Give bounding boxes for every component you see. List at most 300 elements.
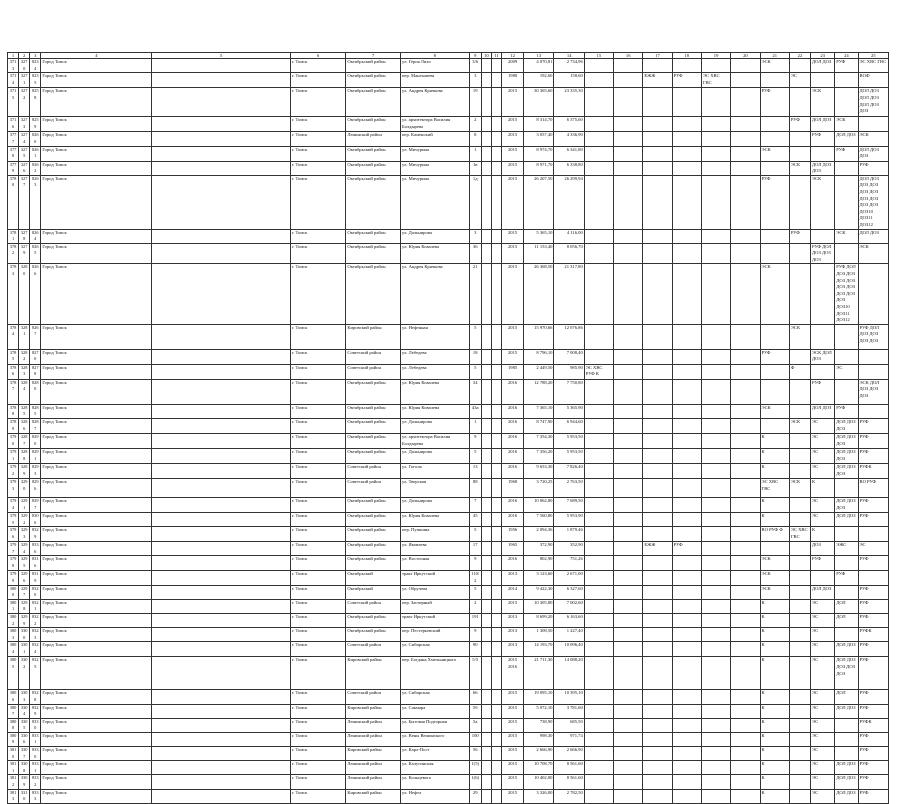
- table-cell-col-6: г. Томск: [290, 229, 346, 243]
- table-cell-col-5: [152, 527, 290, 542]
- table-cell-col-20: [731, 498, 760, 513]
- table-cell-col-19: [701, 117, 730, 132]
- table-cell-col-10: [481, 379, 491, 404]
- table-cell-col-10: [481, 434, 491, 449]
- table-cell-col-21: К: [760, 704, 789, 718]
- table-cell-col-2: 3286: [19, 419, 30, 434]
- table-cell-col-25: ДОЛ ДОЗ: [858, 229, 888, 243]
- table-cell-col-8: ул. архитектора Василия Болдырева: [400, 117, 469, 132]
- table-cell-col-4: Город Томск: [41, 449, 152, 464]
- table-cell-col-4: Город Томск: [41, 229, 152, 243]
- table-cell-col-15: [584, 657, 613, 690]
- table-cell-col-23: ДОЛ ДОЗ: [811, 117, 835, 132]
- table-cell-col-25: РУФ: [858, 513, 888, 527]
- table-cell-col-10: [481, 349, 491, 364]
- table-cell-col-1: 3797: [8, 542, 19, 556]
- table-cell-col-12: 2016: [501, 498, 523, 513]
- table-cell-col-9: 5: [469, 527, 481, 542]
- table-cell-col-23: РУФ: [811, 379, 835, 404]
- table-cell-col-11: [491, 117, 501, 132]
- table-cell-col-16: [614, 464, 643, 479]
- table-cell-col-9: 45: [469, 513, 481, 527]
- table-cell-col-3: 8259: [30, 117, 41, 132]
- table-cell-col-12: 2015: [501, 132, 523, 146]
- table-cell-col-16: [614, 556, 643, 571]
- table-cell-col-18: [672, 704, 701, 718]
- table-cell-col-13: 5 365,10: [524, 229, 554, 243]
- table-cell-col-6: г. Томск: [290, 434, 346, 449]
- table-cell-col-7: Октябрьский район: [346, 527, 401, 542]
- table-cell-col-25: РУФ: [858, 657, 888, 690]
- table-cell-col-2: 3289: [19, 464, 30, 479]
- table-cell-col-9: 1(5): [469, 761, 481, 775]
- table-cell-col-23: ЭС: [811, 690, 835, 704]
- table-cell-col-1: 3713: [8, 59, 19, 73]
- table-row: [8, 761, 889, 775]
- table-cell-col-23: ЭС: [811, 789, 835, 803]
- table-cell-col-17: ЕЖЖ: [643, 542, 672, 556]
- table-cell-col-6: г. Томск: [290, 161, 346, 175]
- table-cell-col-24: ДОЛ ДОЗ: [835, 704, 858, 718]
- table-cell-col-7: Советский район: [346, 464, 401, 479]
- table-cell-col-23: ЭС: [811, 657, 835, 690]
- table-cell-col-25: РУФ: [858, 690, 888, 704]
- table-cell-col-20: [731, 88, 760, 117]
- table-cell-col-4: Город Томск: [41, 117, 152, 132]
- table-cell-col-7: Ленинский район: [346, 132, 401, 146]
- table-cell-col-25: РУФ: [858, 704, 888, 718]
- table-cell-col-8: ул. Андрея Крячкова: [400, 88, 469, 117]
- table-cell-col-4: Город Томск: [41, 775, 152, 789]
- table-row: [8, 364, 889, 379]
- table-cell-col-20: [731, 613, 760, 627]
- table-cell-col-22: [789, 775, 810, 789]
- table-cell-col-12: 1968: [501, 479, 523, 498]
- table-cell-col-1: 3714: [8, 73, 19, 88]
- table-cell-col-13: 7 354,30: [524, 434, 554, 449]
- table-cell-col-14: 5 953,90: [554, 513, 584, 527]
- table-cell-col-11: [491, 161, 501, 175]
- table-cell-col-18: [672, 464, 701, 479]
- table-cell-col-15: [584, 434, 613, 449]
- table-cell-col-15: [584, 73, 613, 88]
- table-cell-col-14: 8 056,70: [554, 243, 584, 264]
- column-number-header: 1: [8, 53, 19, 59]
- table-cell-col-15: [584, 324, 613, 349]
- table-cell-col-10: [481, 243, 491, 264]
- table-cell-col-14: 971,74: [554, 732, 584, 746]
- table-cell-col-15: [584, 449, 613, 464]
- table-cell-col-1: 3805: [8, 657, 19, 690]
- table-cell-col-11: [491, 704, 501, 718]
- table-cell-col-2: 3307: [19, 747, 30, 761]
- table-cell-col-18: [672, 498, 701, 513]
- table-cell-col-14: 14 088,20: [554, 657, 584, 690]
- table-cell-col-3: 8319: [30, 571, 41, 585]
- table-cell-col-24: ДОЛ ДОЗ: [835, 775, 858, 789]
- table-cell-col-10: [481, 175, 491, 229]
- table-cell-col-16: [614, 419, 643, 434]
- table-cell-col-22: [789, 613, 810, 627]
- table-cell-col-18: [672, 161, 701, 175]
- table-cell-col-5: [152, 349, 290, 364]
- table-cell-col-13: 372,90: [524, 542, 554, 556]
- table-cell-col-21: К: [760, 498, 789, 513]
- table-cell-col-21: К: [760, 718, 789, 732]
- table-cell-col-10: [481, 498, 491, 513]
- table-cell-col-1: 3800: [8, 585, 19, 599]
- table-cell-col-4: Город Томск: [41, 479, 152, 498]
- table-cell-col-25: [858, 264, 888, 324]
- table-cell-col-10: [481, 571, 491, 585]
- table-cell-col-13: 26 207,50: [524, 175, 554, 229]
- table-cell-col-8: ул. Калугинская: [400, 761, 469, 775]
- table-cell-col-11: [491, 732, 501, 746]
- table-cell-col-18: [672, 513, 701, 527]
- table-cell-col-24: РУФ ДОЛ ДОЗ ДОЗ ДОЗ ДОЗ ДОЗ ДОЗ ДОЗ ДОЗ ДОЗ ДОЗ10 ДОЗ11 ДОЗ12: [835, 264, 858, 324]
- table-cell-col-12: 2015: [501, 175, 523, 229]
- table-cell-col-15: [584, 88, 613, 117]
- column-number-header: 12: [501, 53, 523, 59]
- table-cell-col-23: [811, 324, 835, 349]
- table-cell-col-2: 3291: [19, 498, 30, 513]
- table-cell-col-6: г. Томск: [290, 542, 346, 556]
- table-cell-col-14: 8 561,60: [554, 775, 584, 789]
- table-cell-col-22: [789, 349, 810, 364]
- table-cell-col-8: тракт Иркутский: [400, 613, 469, 627]
- table-cell-col-3: 8329: [30, 704, 41, 718]
- table-cell-col-25: РУФ: [858, 613, 888, 627]
- table-cell-col-10: [481, 229, 491, 243]
- table-cell-col-10: [481, 761, 491, 775]
- table-cell-col-20: [731, 404, 760, 418]
- table-cell-col-22: [789, 657, 810, 690]
- table-cell-col-5: [152, 599, 290, 613]
- table-cell-col-14: 10 096,40: [554, 642, 584, 657]
- table-cell-col-7: Советский район: [346, 690, 401, 704]
- table-cell-col-5: [152, 704, 290, 718]
- table-cell-col-4: Город Томск: [41, 419, 152, 434]
- column-number-header: 9: [469, 53, 481, 59]
- table-cell-col-22: [789, 513, 810, 527]
- table-cell-col-11: [491, 364, 501, 379]
- table-cell-col-2: 3270: [19, 59, 30, 73]
- table-cell-col-22: ЭСК: [789, 419, 810, 434]
- table-cell-col-17: [643, 704, 672, 718]
- table-cell-col-1: 3808: [8, 718, 19, 732]
- table-cell-col-13: 12 788,20: [524, 379, 554, 404]
- table-cell-col-18: [672, 585, 701, 599]
- table-cell-col-18: [672, 404, 701, 418]
- table-cell-col-17: [643, 88, 672, 117]
- table-cell-col-12: 2015: [501, 324, 523, 349]
- column-number-header: 3: [30, 53, 41, 59]
- table-row: [8, 789, 889, 803]
- table-cell-col-20: [731, 434, 760, 449]
- table-cell-col-25: РУФ: [858, 434, 888, 449]
- table-cell-col-13: 2 449,50: [524, 364, 554, 379]
- table-cell-col-14: 10 395,10: [554, 690, 584, 704]
- table-cell-col-12: 2016: [501, 419, 523, 434]
- column-number-header: 20: [731, 53, 760, 59]
- table-cell-col-9: 5б: [469, 704, 481, 718]
- table-cell-col-11: [491, 718, 501, 732]
- table-cell-col-12: 2013: [501, 571, 523, 585]
- table-cell-col-11: [491, 527, 501, 542]
- table-cell-col-19: [701, 732, 730, 746]
- table-cell-col-16: [614, 642, 643, 657]
- table-cell-col-22: [789, 264, 810, 324]
- table-row: [8, 527, 889, 542]
- table-cell-col-5: [152, 73, 290, 88]
- table-cell-col-10: [481, 117, 491, 132]
- column-number-header: 11: [491, 53, 501, 59]
- table-cell-col-8: ул. Обручева: [400, 585, 469, 599]
- table-cell-col-9: 110/2: [469, 571, 481, 585]
- table-cell-col-14: 2 671,00: [554, 571, 584, 585]
- table-cell-col-18: [672, 747, 701, 761]
- table-cell-col-3: 8291: [30, 449, 41, 464]
- table-cell-col-10: [481, 585, 491, 599]
- column-number-header: 13: [524, 53, 554, 59]
- table-cell-col-22: [789, 175, 810, 229]
- table-cell-col-18: [672, 613, 701, 627]
- table-cell-col-7: Октябрьский район: [346, 513, 401, 527]
- table-cell-col-13: 26 368,50: [524, 264, 554, 324]
- table-cell-col-20: [731, 704, 760, 718]
- table-cell-col-6: г. Томск: [290, 146, 346, 161]
- table-cell-col-9: 9: [469, 556, 481, 571]
- table-cell-col-16: [614, 229, 643, 243]
- table-cell-col-12: 2013: [501, 613, 523, 627]
- table-cell-col-14: 685,50: [554, 718, 584, 732]
- table-cell-col-22: [789, 542, 810, 556]
- table-cell-col-4: Город Томск: [41, 243, 152, 264]
- table-cell-col-16: [614, 324, 643, 349]
- table-cell-col-21: К: [760, 642, 789, 657]
- table-cell-col-13: 10 062,80: [524, 498, 554, 513]
- table-cell-col-11: [491, 419, 501, 434]
- table-cell-col-1: 3811: [8, 761, 19, 775]
- table-cell-col-10: [481, 364, 491, 379]
- table-cell-col-24: ДОЛ: [835, 613, 858, 627]
- table-cell-col-13: 8 314,70: [524, 117, 554, 132]
- table-cell-col-20: [731, 132, 760, 146]
- table-row: [8, 513, 889, 527]
- table-cell-col-15: [584, 161, 613, 175]
- table-cell-col-22: [789, 146, 810, 161]
- table-cell-col-9: 2: [469, 599, 481, 613]
- table-cell-col-13: 8 974,70: [524, 146, 554, 161]
- table-cell-col-24: [835, 527, 858, 542]
- table-cell-col-23: ДОЛ ДОЗ: [811, 585, 835, 599]
- table-cell-col-6: г. Томск: [290, 628, 346, 642]
- table-cell-col-25: ВОФ: [858, 73, 888, 88]
- table-cell-col-16: [614, 718, 643, 732]
- table-cell-col-24: ЭС: [835, 364, 858, 379]
- table-cell-col-7: Кировский район: [346, 789, 401, 803]
- table-row: [8, 718, 889, 732]
- table-cell-col-19: [701, 613, 730, 627]
- table-cell-col-4: Город Томск: [41, 324, 152, 349]
- table-row: [8, 132, 889, 146]
- table-row: [8, 229, 889, 243]
- table-cell-col-17: [643, 146, 672, 161]
- table-cell-col-15: [584, 404, 613, 418]
- table-cell-col-6: г. Томск: [290, 789, 346, 803]
- table-cell-col-15: [584, 498, 613, 513]
- table-cell-col-12: 2015: [501, 264, 523, 324]
- table-cell-col-19: [701, 704, 730, 718]
- table-cell-col-23: ЭС: [811, 775, 835, 789]
- table-cell-col-22: [789, 732, 810, 746]
- table-cell-col-6: г. Томск: [290, 556, 346, 571]
- table-cell-col-21: К: [760, 747, 789, 761]
- table-cell-col-4: Город Томск: [41, 513, 152, 527]
- table-cell-col-6: г. Томск: [290, 243, 346, 264]
- table-cell-col-7: Октябрьский район: [346, 146, 401, 161]
- table-cell-col-17: [643, 775, 672, 789]
- table-cell-col-16: [614, 657, 643, 690]
- table-cell-col-16: [614, 542, 643, 556]
- table-cell-col-17: [643, 556, 672, 571]
- table-cell-col-22: [789, 585, 810, 599]
- table-cell-col-13: 2 094,36: [524, 527, 554, 542]
- table-cell-col-13: 11 153,40: [524, 243, 554, 264]
- table-cell-col-9: 1: [469, 419, 481, 434]
- table-cell-col-11: [491, 73, 501, 88]
- table-cell-col-19: [701, 498, 730, 513]
- table-cell-col-8: ул. Яковлева: [400, 542, 469, 556]
- table-cell-col-22: РУФ: [789, 117, 810, 132]
- table-cell-col-24: [835, 747, 858, 761]
- table-cell-col-16: [614, 704, 643, 718]
- table-cell-col-24: ДОЛ: [835, 599, 858, 613]
- table-cell-col-18: [672, 243, 701, 264]
- table-cell-col-19: [701, 379, 730, 404]
- table-cell-col-21: К: [760, 761, 789, 775]
- table-cell-col-14: 23 335,30: [554, 88, 584, 117]
- table-cell-col-3: 8261: [30, 146, 41, 161]
- table-cell-col-1: 3784: [8, 324, 19, 349]
- table-cell-col-16: [614, 498, 643, 513]
- table-cell-col-8: пер. Каменский: [400, 132, 469, 146]
- table-cell-col-14: 7 689,50: [554, 498, 584, 513]
- table-cell-col-6: г. Томск: [290, 349, 346, 364]
- table-cell-col-9: 5: [469, 449, 481, 464]
- table-cell-col-4: Город Томск: [41, 718, 152, 732]
- table-cell-col-22: [789, 449, 810, 464]
- table-cell-col-25: ВО РУФ: [858, 479, 888, 498]
- table-cell-col-23: [811, 146, 835, 161]
- column-number-header: 18: [672, 53, 701, 59]
- table-cell-col-2: 3310: [19, 789, 30, 803]
- table-cell-col-11: [491, 264, 501, 324]
- table-cell-col-24: [835, 585, 858, 599]
- table-cell-col-2: 3299: [19, 613, 30, 627]
- table-cell-col-16: [614, 449, 643, 464]
- table-cell-col-13: 9 653,30: [524, 464, 554, 479]
- table-cell-col-18: [672, 88, 701, 117]
- table-cell-col-24: ДОЛ ДОЗ ДОЗ: [835, 419, 858, 434]
- table-cell-col-17: [643, 132, 672, 146]
- table-cell-col-24: ДОЛ ДОЗ: [835, 132, 858, 146]
- table-cell-col-3: 8330: [30, 747, 41, 761]
- column-number-header: 14: [554, 53, 584, 59]
- table-cell-col-6: г. Томск: [290, 449, 346, 464]
- table-cell-col-24: ДОЛ ДОЗ: [835, 761, 858, 775]
- table-cell-col-3: 8316: [30, 556, 41, 571]
- table-cell-col-17: [643, 264, 672, 324]
- table-cell-col-7: Кировский район: [346, 324, 401, 349]
- table-cell-col-10: [481, 88, 491, 117]
- table-cell-col-24: РУФ: [835, 59, 858, 73]
- table-cell-col-4: Город Томск: [41, 132, 152, 146]
- table-cell-col-10: [481, 73, 491, 88]
- table-cell-col-1: 3810: [8, 747, 19, 761]
- table-cell-col-23: ЭСК: [811, 175, 835, 229]
- table-cell-col-19: [701, 146, 730, 161]
- column-number-header: 21: [760, 53, 789, 59]
- table-cell-col-5: [152, 789, 290, 803]
- table-cell-col-5: [152, 117, 290, 132]
- table-cell-col-20: [731, 571, 760, 585]
- table-cell-col-13: 8 747,90: [524, 419, 554, 434]
- table-cell-col-21: К: [760, 690, 789, 704]
- table-cell-col-22: [789, 498, 810, 513]
- table-cell-col-25: ДОЛ ДОЗ ДОЗ: [858, 146, 888, 161]
- table-cell-col-6: г. Томск: [290, 379, 346, 404]
- table-cell-col-15: [584, 59, 613, 73]
- table-cell-col-15: [584, 690, 613, 704]
- table-cell-col-21: ЭСК: [760, 59, 789, 73]
- table-cell-col-5: [152, 59, 290, 73]
- table-cell-col-25: РУФ: [858, 161, 888, 175]
- table-row: [8, 349, 889, 364]
- table-cell-col-2: 3303: [19, 690, 30, 704]
- table-row: [8, 585, 889, 599]
- table-cell-col-14: 4 116,00: [554, 229, 584, 243]
- table-cell-col-24: [835, 556, 858, 571]
- table-cell-col-3: 8278: [30, 364, 41, 379]
- table-cell-col-12: 2014: [501, 585, 523, 599]
- table-cell-col-18: [672, 642, 701, 657]
- table-cell-col-11: [491, 464, 501, 479]
- table-cell-col-6: г. Томск: [290, 498, 346, 513]
- table-cell-col-23: ЭС: [811, 599, 835, 613]
- column-number-header: 19: [701, 53, 730, 59]
- table-cell-col-8: ул. Карл-Пост: [400, 747, 469, 761]
- table-cell-col-9: 17: [469, 542, 481, 556]
- table-cell-col-9: 19: [469, 88, 481, 117]
- table-cell-col-25: [858, 349, 888, 364]
- table-cell-col-1: 3809: [8, 732, 19, 746]
- table-cell-col-18: [672, 690, 701, 704]
- table-cell-col-23: ЭСК: [811, 88, 835, 117]
- table-cell-col-22: ЭСК: [789, 479, 810, 498]
- table-row: [8, 175, 889, 229]
- table-cell-col-12: 2015: [501, 349, 523, 364]
- table-cell-col-16: [614, 117, 643, 132]
- table-cell-col-20: [731, 542, 760, 556]
- table-cell-col-6: г. Томск: [290, 404, 346, 418]
- table-cell-col-23: РУФ: [811, 556, 835, 571]
- table-cell-col-12: 2016: [501, 464, 523, 479]
- table-cell-col-15: ЭС ХВС РУФ К: [584, 364, 613, 379]
- table-cell-col-23: ЭС: [811, 449, 835, 464]
- table-cell-col-15: [584, 775, 613, 789]
- table-cell-col-5: [152, 379, 290, 404]
